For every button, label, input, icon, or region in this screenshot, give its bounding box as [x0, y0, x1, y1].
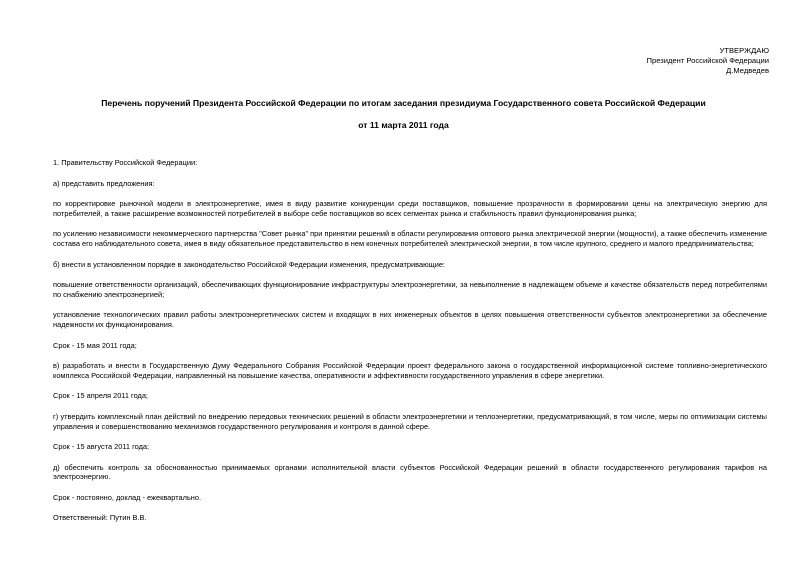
- paragraph-deadline-permanent: Срок - постоянно, доклад - ежеквартально.: [53, 492, 202, 502]
- paragraph-deadline-april: Срок - 15 апреля 2011 года;: [53, 391, 148, 401]
- paragraph-responsible: Ответственный: Путин В.В.: [53, 513, 147, 523]
- paragraph-market-council: по усилению независимости некоммерческого партнерства "Совет рынка" при принятии решений в области регулирования оптового рынка электрической энергии (мощности), а также обеспечить изменение состава его наблюдательного совета, имея в виду обязательное представительство в нем конечных потребителей электрической энергии, в том числе крупного, среднего и малого предпринимательства;: [53, 229, 767, 248]
- paragraph-item-1: 1. Правительству Российской Федерации:: [53, 158, 198, 167]
- approval-signatory: Д.Медведев: [726, 65, 769, 75]
- paragraph-infrastructure: повышение ответственности организаций, обеспечивающих функционирование инфраструктуры электроэнергетики, за невыполнение в надлежащем объеме и качестве обязательств перед потребителями по снабжению электроэнергией;: [53, 280, 767, 299]
- approval-heading: УТВЕРЖДАЮ: [719, 46, 769, 55]
- paragraph-deadline-august: Срок - 15 августа 2011 года;: [53, 442, 150, 452]
- paragraph-item-d: д) обеспечить контроль за обоснованностью принимаемых органами исполнительной власти субъектов Российской Федерации решений в области государственного регулирования тарифов на электроэнергию.: [53, 462, 767, 482]
- document-body: [53, 158, 767, 523]
- paragraph-item-a: а) представить предложения:: [53, 178, 155, 188]
- paragraph-tech-rules: установление технологических правил работы электроэнергетических систем и входящих в них инженерных объектов в целях повышения ответственности субъектов электроэнергетики за обеспечение надежности их функционирования.: [53, 310, 767, 329]
- paragraph-item-g: г) утвердить комплексный план действий по внедрению передовых технических решений в области электроэнергетики и теплоэнергетики, предусматривающий, в том числе, меры по оптимизации системы управления и совершенствованию механизмов государственного регулирования и контроля в данной сфере.: [53, 411, 767, 431]
- paragraph-item-b: б) внести в установленном порядке в законодательство Российской Федерации изменения, предусматривающие:: [53, 259, 445, 269]
- paragraph-item-v: в) разработать и внести в Государственную Думу Федерального Собрания Российской Федерации проект федерального закона о государственной информационной системе топливно-энергетического комплекса Российской Федерации, направленный на повышение качества, оперативности и эффективности государственного управления в сфере энергетики.: [53, 361, 767, 380]
- document-title: Перечень поручений Президента Российской Федерации по итогам заседания президиума Государственного совета Российской Федерации: [101, 98, 706, 108]
- approval-block: [647, 46, 769, 75]
- paragraph-deadline-may: Срок - 15 мая 2011 года;: [53, 340, 137, 350]
- document-date: от 11 марта 2011 года: [358, 120, 449, 130]
- paragraph-market-model: по корректировке рыночной модели в электроэнергетике, имея в виду развитие конкуренции среди поставщиков, повышение прозрачности в формировании цены на электрическую энергию для потребителей, а также расширение возможностей потребителей в выборе себе поставщиков во всех сегментах рынка и стабильность правил функционирования рынка;: [53, 199, 767, 218]
- approval-position: Президент Российской Федерации: [646, 55, 769, 65]
